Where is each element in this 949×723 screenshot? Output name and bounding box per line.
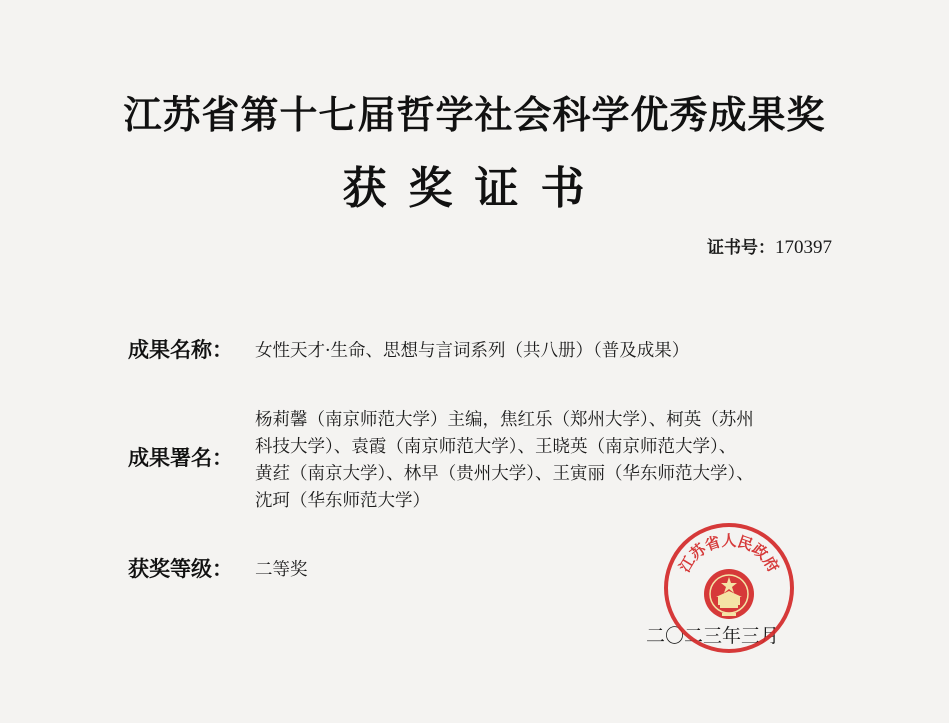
certificate-number [707, 233, 832, 259]
award-level-label: 获奖等级： [128, 557, 233, 581]
certificate-title: 江苏省第十七届哲学社会科学优秀成果奖 [123, 93, 826, 137]
authors-label: 成果署名： [128, 446, 233, 470]
certificate-number-label: 证书号： [707, 238, 775, 258]
achievement-name-label: 成果名称： [128, 338, 233, 362]
issue-date: 二〇二三年三月 [646, 625, 780, 647]
authors-line: 沈珂（华东师范大学） [255, 491, 430, 511]
certificate-number-value: 170397 [775, 237, 832, 258]
authors-line: 科技大学）、袁霞（南京师范大学）、王晓英（南京师范大学）、 [255, 437, 737, 457]
certificate-subtitle: 获奖证书 [342, 163, 607, 214]
authors-line: 杨莉馨（南京师范大学）主编，焦红乐（郑州大学）、柯英（苏州 [255, 410, 754, 430]
official-seal [662, 521, 796, 655]
achievement-name-value: 女性天才·生命、思想与言词系列（共八册）（普及成果） [255, 341, 690, 361]
award-level-value: 二等奖 [255, 560, 308, 580]
seal-text: 江苏省人民政府 [675, 531, 783, 576]
national-emblem-icon [704, 569, 754, 619]
authors-line: 黄荭（南京大学）、林早（贵州大学）、王寅丽（华东师范大学）、 [255, 464, 754, 484]
